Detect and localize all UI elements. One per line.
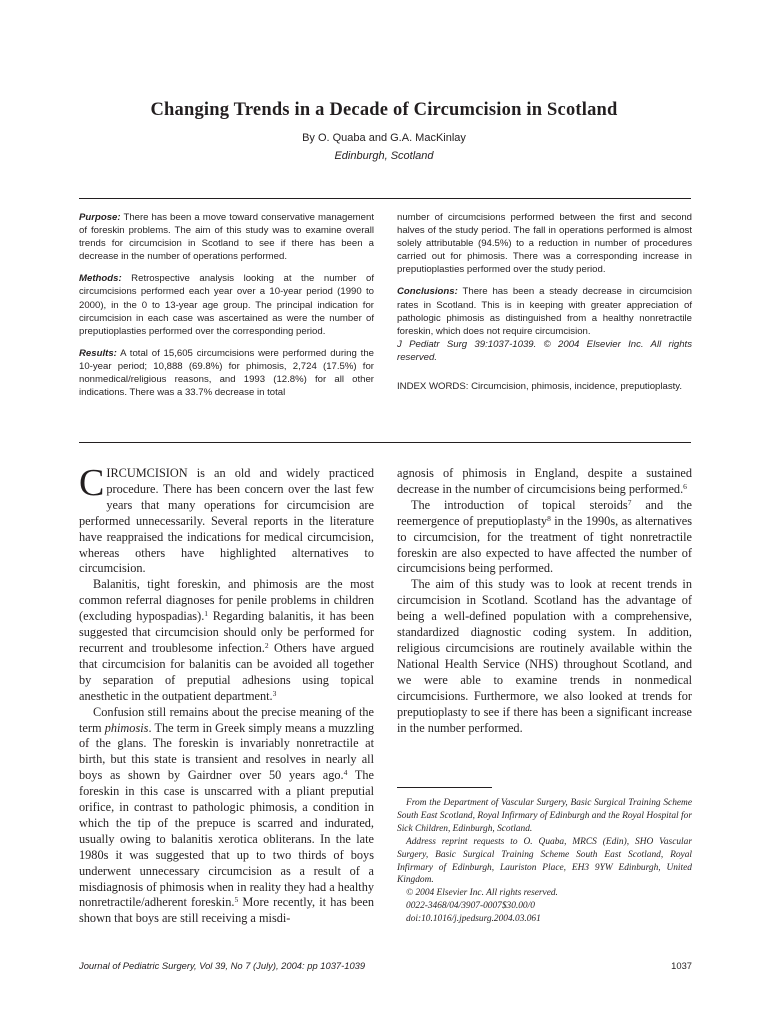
footnote-copyright: © 2004 Elsevier Inc. All rights reserved. [406, 888, 558, 899]
paragraph-text: . The term in Greek simply means a muzzling of the glans. The foreskin is invariably nonretractile at birth, but this state is transient and resolves in nearly all boys as shown by Gairdner over 50 years ago. [79, 720, 374, 783]
paragraph-text: Regarding balanitis, it has been suggested that circumcision should only be performed for recurrent and troublesome infection. [79, 609, 374, 655]
conclusions-label: Conclusions: [397, 286, 458, 298]
paragraph-text: More recently, it has been shown that boys are still receiving a misdi- [79, 895, 375, 926]
paragraph-text: IRCUMCISION is an old and widely practiced procedure. There has been concern over the last few years that many operations for circumcision are performed unnecessarily. Several reports in the literature have reappraised the indications for medical circumcision, whereas others have highlighted alternatives to circumcision. [79, 466, 374, 576]
footnote-address: Address reprint requests to O. Quaba, MRCS (Edin), SHO Vascular Surgery, Basic Surgical Training Scheme South East Scotland, Royal Infirmary of Edinburgh, Lauriston Place, EH3 9YW Edinburgh, United Kingdom. [397, 836, 692, 886]
body-paragraph [79, 462, 374, 577]
methods-label: Methods: [79, 273, 122, 285]
methods-text: Retrospective analysis looking at the number of circumcisions performed each year over a 10-year period (1990 to 2000), in the 0 to 13-year age group. The principal indication for circumcision in each case was ascertained as were the number of preputioplasties performed over the corresponding period. [79, 273, 374, 337]
reference-marker: 7 [627, 497, 632, 507]
index-words: INDEX WORDS: Circumcision, phimosis, incidence, preputioplasty. [397, 381, 683, 393]
abstract-purpose [79, 211, 374, 263]
abstract-conclusions [397, 285, 692, 337]
abstract-top-rule [79, 198, 691, 199]
reference-marker: 3 [272, 688, 277, 698]
paragraph-text: The foreskin in this case is unscarred with a pliant preputial orifice, in contrast to pathologic phimosis, a condition in which the tip of the prepuce is scarred and indurated, usually owing to balanitis xerotica obliterans. In the late 1980s it was suggested that up to two thirds of boys underwent unnecessary circumcision as a result of a misdiagnosis of phimosis when in reality they had a healthy nonretractile/adherent foreskin. [79, 768, 374, 910]
conclusions-text: There has been a steady decrease in circumcision rates in Scotland. This is in keeping with greater appreciation of pathologic phimosis as distinguished from a healthy nonretractile foreskin, which does not require circumcision. [397, 286, 692, 337]
purpose-text: There has been a move toward conservative management of foreskin problems. The aim of this study was to examine overall trends for circumcision in Scotland to see if there has been a decrease in the number of operations performed. [79, 212, 374, 263]
drop-cap: C [79, 462, 105, 504]
paragraph-text: Others have argued that circumcision for balanitis can be avoided all together by separation of preputial adhesions using topical anesthetic in the outpatient department. [79, 640, 374, 703]
footnote-from: From the Department of Vascular Surgery, Basic Surgical Training Scheme South East Scotland, Royal Infirmary of Edinburgh and the Royal Hospital for Sick Children, Edinburgh, Scotland. [397, 798, 692, 834]
author-line: By O. Quaba and G.A. MacKinlay [302, 132, 466, 144]
reference-marker: 1 [204, 609, 209, 619]
paragraph-text: Confusion still remains about the precise meaning of the term [79, 704, 374, 735]
body-paragraph [397, 498, 692, 578]
body-paragraph [79, 577, 374, 704]
journal-footer: Journal of Pediatric Surgery, Vol 39, No 7 (July), 2004: pp 1037-1039 [79, 960, 366, 971]
body-paragraph: The aim of this study was to look at recent trends in circumcision in Scotland. Scotland has the advantage of being a well-defined population with a comprehensive, standardized diagnostic coding system. In addition, religious circumcisions are routinely available within the National Health Service (NHS) throughout Scotland, and we were able to examine trends in nonmedical circumcisions. Furthermore, we also looked at trends for preputioplasty to see if there has been a significant increase in the number performed. [397, 577, 692, 735]
body-paragraph [79, 705, 374, 928]
reference-marker: 2 [264, 640, 269, 650]
reference-marker: 5 [234, 895, 239, 905]
footnote-rule [397, 787, 492, 788]
paragraph-text: agnosis of phimosis in England, despite a sustained decrease in the number of circumcisions being performed. [397, 466, 692, 496]
affiliation-footnote [397, 797, 692, 926]
body-left-column [79, 462, 375, 927]
abstract-results-continued: number of circumcisions performed between the first and second halves of the study period. The fall in operations performed is almost solely attributable (94.5%) to a reduction in number of procedures carried out for phimosis. There was a corresponding increase in preputioplasties performed over the study period. [397, 212, 692, 276]
purpose-label: Purpose: [79, 212, 121, 223]
abstract-results [79, 347, 374, 399]
journal-citation: J Pediatr Surg 39:1037-1039. © 2004 Elsevier Inc. All rights reserved. [397, 338, 692, 363]
emphasized-term: phimosis [104, 720, 149, 735]
page-number: 1037 [671, 960, 692, 971]
reference-marker: 8 [547, 513, 551, 523]
results-text-part1: A total of 15,605 circumcisions were performed during the 10-year period; 10,888 (69.8%) for phimosis, 2,724 (17.5%) for nonmedical/religious reasons, and 1993 (12.8%) for all other indications. There was a 33.7% decrease in total [79, 347, 374, 399]
body-paragraph [397, 466, 692, 498]
footnote-issn: 0022-3468/04/3907-0007$30.00/0 [406, 901, 535, 912]
article-title: Changing Trends in a Decade of Circumcision in Scotland [150, 100, 618, 120]
body-right-column [397, 466, 692, 736]
paragraph-text: in the 1990s, as alternatives to circumcision, for the treatment of tight nonretractile foreskin are also expected to have affected the number of circumcisions being performed. [397, 513, 692, 576]
results-label: Results: [79, 347, 117, 359]
paragraph-text: The introduction of topical steroids [411, 497, 628, 512]
affiliation: Edinburgh, Scotland [334, 150, 434, 162]
abstract-bottom-rule [79, 442, 691, 443]
abstract-left-column [79, 211, 374, 408]
reference-marker: 4 [343, 768, 348, 778]
footnote-doi: doi:10.1016/j.jpedsurg.2004.03.061 [406, 914, 541, 925]
paragraph-text: and the reemergence of preputioplasty [397, 497, 692, 528]
reference-marker: 6 [683, 481, 687, 491]
paragraph-text: Balanitis, tight foreskin, and phimosis are the most common referral diagnoses for penile problems in children (excluding hypospadias). [79, 577, 374, 624]
abstract-methods [79, 272, 374, 337]
abstract-right-column [397, 211, 692, 402]
